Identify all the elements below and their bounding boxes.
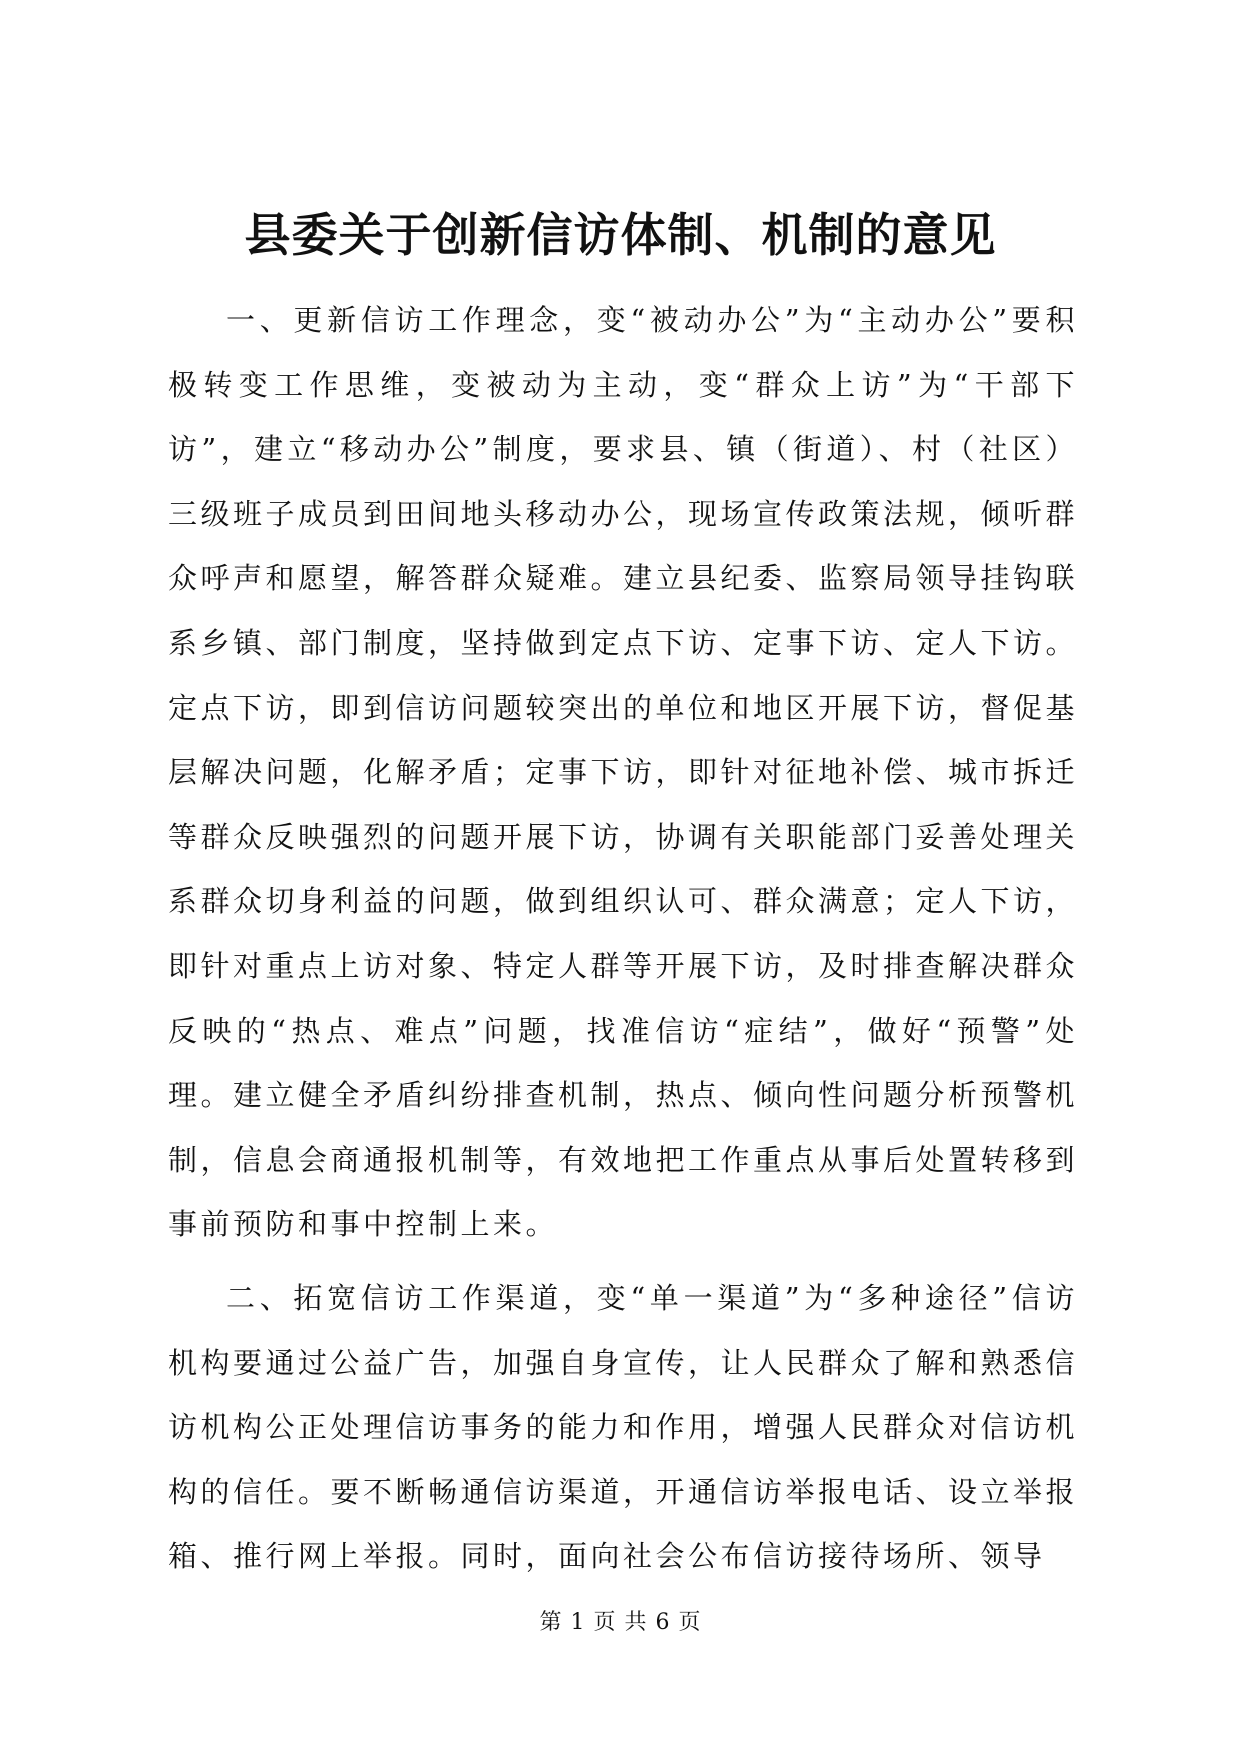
- document-title: 县委关于创新信访体制、机制的意见: [244, 208, 997, 262]
- document-body: [168, 288, 1078, 1589]
- page-number-footer: 第 1 页 共 6 页: [539, 1610, 702, 1635]
- body-paragraph-1: 一、更新信访工作理念，变“被动办公”为“主动办公”要积极转变工作思维，变被动为主动，变“群众上访”为“干部下访”，建立“移动办公”制度，要求县、镇（街道）、村（社区）三级班子成员到田间地头移动办公，现场宣传政策法规，倾听群众呼声和愿望，解答群众疑难。建立县纪委、监察局领导挂钩联系乡镇、部门制度，坚持做到定点下访、定事下访、定人下访。定点下访，即到信访问题较突出的单位和地区开展下访，督促基层解决问题，化解矛盾；定事下访，即针对征地补偿、城市拆迁等群众反映强烈的问题开展下访，协调有关职能部门妥善处理关系群众切身利益的问题，做到组织认可、群众满意；定人下访，即针对重点上访对象、特定人群等开展下访，及时排查解决群众反映的“热点、难点”问题，找准信访“症结”，做好“预警”处理。建立健全矛盾纠纷排查机制，热点、倾向性问题分析预警机制，信息会商通报机制等，有效地把工作重点从事后处置转移到事前预防和事中控制上来。: [168, 303, 1079, 1242]
- body-paragraph-2: 二、拓宽信访工作渠道，变“单一渠道”为“多种途径”信访机构要通过公益广告，加强自身宣传，让人民群众了解和熟悉信访机构公正处理信访事务的能力和作用，增强人民群众对信访机构的信任。要不断畅通信访渠道，开通信访举报电话、设立举报箱、推行网上举报。同时，面向社会公布信访接待场所、领导: [168, 1280, 1079, 1574]
